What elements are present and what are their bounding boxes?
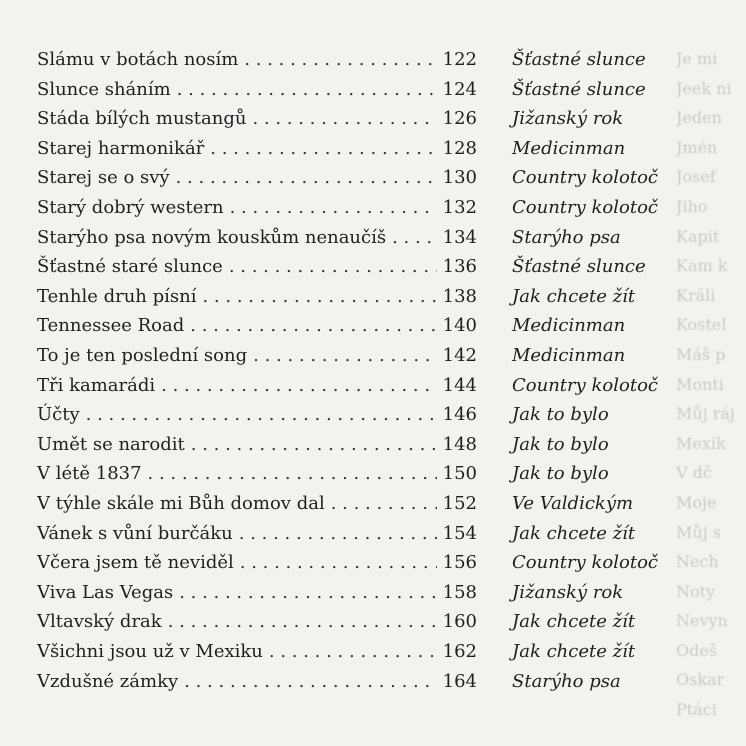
song-title: Tenhle druh písní bbox=[37, 285, 197, 307]
dot-leader bbox=[239, 519, 437, 549]
album-name: Jak chcete žít bbox=[512, 522, 636, 544]
song-title: Starý dobrý western bbox=[37, 197, 224, 218]
song-title: Viva Las Vegas bbox=[37, 581, 174, 603]
index-row bbox=[0, 311, 746, 341]
song-title: Slunce sháním bbox=[37, 78, 171, 100]
song-title: Šťastné staré slunce bbox=[37, 256, 223, 278]
dot-leader bbox=[230, 193, 437, 223]
page-number: 142 bbox=[442, 345, 477, 366]
index-row bbox=[0, 459, 746, 489]
page-number: 164 bbox=[442, 670, 477, 692]
index-row bbox=[0, 430, 746, 460]
index-row bbox=[0, 193, 746, 223]
index-row bbox=[0, 371, 746, 401]
album-name: Country kolotoč bbox=[512, 167, 659, 189]
index-row bbox=[0, 667, 746, 697]
title-with-leader bbox=[37, 430, 437, 460]
index-row bbox=[0, 607, 746, 637]
index-row bbox=[0, 252, 746, 282]
album-name: Jak to bylo bbox=[512, 433, 609, 455]
dot-leader bbox=[148, 459, 437, 489]
dot-leader bbox=[392, 223, 437, 253]
title-with-leader bbox=[37, 607, 437, 637]
title-with-leader bbox=[37, 519, 437, 549]
song-title: To je ten poslední song bbox=[37, 345, 248, 366]
song-title: Starýho psa novým kouskům nenaučíš bbox=[37, 226, 387, 248]
album-name: Starýho psa bbox=[512, 670, 621, 692]
album-name: Country kolotoč bbox=[512, 197, 659, 218]
page-number: 154 bbox=[442, 522, 477, 544]
title-with-leader bbox=[37, 75, 437, 105]
song-title: Tennessee Road bbox=[37, 315, 185, 337]
dot-leader bbox=[253, 341, 437, 371]
index-row bbox=[0, 45, 746, 75]
dot-leader bbox=[179, 578, 437, 608]
album-name: Country kolotoč bbox=[512, 374, 659, 396]
song-title: Účty bbox=[37, 404, 80, 426]
album-name: Starýho psa bbox=[512, 226, 621, 248]
song-title: Umět se narodit bbox=[37, 433, 185, 455]
page-number: 124 bbox=[442, 78, 477, 100]
page-number: 136 bbox=[442, 256, 477, 278]
show-through-text: Je mi Jeek ni Jeden Jmén Josef Jiho Kapit Kam k Králi Kostel Máš p Monti Můj ráj Mexik V dč Moje Můj s Nech Noty Nevyn Odeš Oskar Ptáci bbox=[676, 49, 735, 720]
album-name: Jak to bylo bbox=[512, 404, 609, 426]
page-number: 126 bbox=[442, 108, 477, 130]
album-name: Ve Valdickým bbox=[512, 493, 634, 514]
index-row bbox=[0, 637, 746, 667]
album-name: Jak chcete žít bbox=[512, 611, 636, 633]
page-number: 140 bbox=[442, 315, 477, 337]
dot-leader bbox=[331, 489, 437, 519]
title-with-leader bbox=[37, 282, 437, 312]
index-row bbox=[0, 223, 746, 253]
page-number: 134 bbox=[442, 226, 477, 248]
song-title: Vzdušné zámky bbox=[37, 670, 179, 692]
song-index-page bbox=[0, 45, 746, 745]
album-name: Medicinman bbox=[512, 137, 626, 159]
title-with-leader bbox=[37, 371, 437, 401]
song-title: Tři kamarádi bbox=[37, 374, 156, 396]
index-row bbox=[0, 75, 746, 105]
song-title: Všichni jsou už v Mexiku bbox=[37, 641, 263, 662]
index-row bbox=[0, 163, 746, 193]
album-name: Jak chcete žít bbox=[512, 641, 636, 662]
page-number: 158 bbox=[442, 581, 477, 603]
index-row bbox=[0, 519, 746, 549]
title-with-leader bbox=[37, 578, 437, 608]
song-title: Starej se o svý bbox=[37, 167, 170, 189]
album-name: Jižanský rok bbox=[512, 108, 624, 130]
index-row bbox=[0, 341, 746, 371]
page-number: 132 bbox=[442, 197, 477, 218]
title-with-leader bbox=[37, 341, 437, 371]
dot-leader bbox=[202, 282, 437, 312]
dot-leader bbox=[229, 252, 437, 282]
album-name: Medicinman bbox=[512, 345, 626, 366]
page-number: 122 bbox=[442, 49, 477, 70]
title-with-leader bbox=[37, 252, 437, 282]
album-name: Medicinman bbox=[512, 315, 626, 337]
title-with-leader bbox=[37, 104, 437, 134]
page-number: 146 bbox=[442, 404, 477, 426]
title-with-leader bbox=[37, 489, 437, 519]
page-number: 130 bbox=[442, 167, 477, 189]
song-title: Vltavský drak bbox=[37, 611, 162, 633]
song-title: V létě 1837 bbox=[37, 463, 142, 485]
dot-leader bbox=[190, 311, 437, 341]
album-name: Šťastné slunce bbox=[512, 78, 646, 100]
title-with-leader bbox=[37, 311, 437, 341]
album-name: Šťastné slunce bbox=[512, 256, 646, 278]
index-row bbox=[0, 578, 746, 608]
page-number: 162 bbox=[442, 641, 477, 662]
song-title: Včera jsem tě neviděl bbox=[37, 552, 234, 574]
song-title: V týhle skále mi Bůh domov dal bbox=[37, 493, 325, 514]
dot-leader bbox=[191, 430, 437, 460]
title-with-leader bbox=[37, 223, 437, 253]
page-number: 160 bbox=[442, 611, 477, 633]
title-with-leader bbox=[37, 459, 437, 489]
index-row bbox=[0, 282, 746, 312]
dot-leader bbox=[210, 134, 437, 164]
index-row bbox=[0, 400, 746, 430]
title-with-leader bbox=[37, 637, 437, 667]
song-title: Starej harmonikář bbox=[37, 137, 205, 159]
dot-leader bbox=[86, 400, 437, 430]
title-with-leader bbox=[37, 163, 437, 193]
dot-leader bbox=[244, 45, 437, 75]
dot-leader bbox=[177, 75, 437, 105]
title-with-leader bbox=[37, 45, 437, 75]
dot-leader bbox=[240, 548, 437, 578]
page-number: 150 bbox=[442, 463, 477, 485]
title-with-leader bbox=[37, 667, 437, 697]
index-row bbox=[0, 104, 746, 134]
title-with-leader bbox=[37, 134, 437, 164]
dot-leader bbox=[184, 667, 437, 697]
album-name: Jak to bylo bbox=[512, 463, 609, 485]
page-number: 148 bbox=[442, 433, 477, 455]
title-with-leader bbox=[37, 548, 437, 578]
index-row bbox=[0, 489, 746, 519]
album-name: Šťastné slunce bbox=[512, 49, 646, 70]
dot-leader bbox=[168, 607, 437, 637]
dot-leader bbox=[252, 104, 437, 134]
dot-leader bbox=[269, 637, 437, 667]
dot-leader bbox=[161, 371, 437, 401]
song-title: Stáda bílých mustangů bbox=[37, 108, 247, 130]
song-title: Slámu v botách nosím bbox=[37, 49, 239, 70]
page-number: 152 bbox=[442, 493, 477, 514]
title-with-leader bbox=[37, 193, 437, 223]
album-name: Country kolotoč bbox=[512, 552, 659, 574]
title-with-leader bbox=[37, 400, 437, 430]
page-number: 144 bbox=[442, 374, 477, 396]
page-number: 156 bbox=[442, 552, 477, 574]
page-number: 128 bbox=[442, 137, 477, 159]
page-number: 138 bbox=[442, 285, 477, 307]
index-row bbox=[0, 548, 746, 578]
album-name: Jak chcete žít bbox=[512, 285, 636, 307]
album-name: Jižanský rok bbox=[512, 581, 624, 603]
song-title: Vánek s vůní burčáku bbox=[37, 522, 233, 544]
index-row bbox=[0, 134, 746, 164]
dot-leader bbox=[176, 163, 437, 193]
